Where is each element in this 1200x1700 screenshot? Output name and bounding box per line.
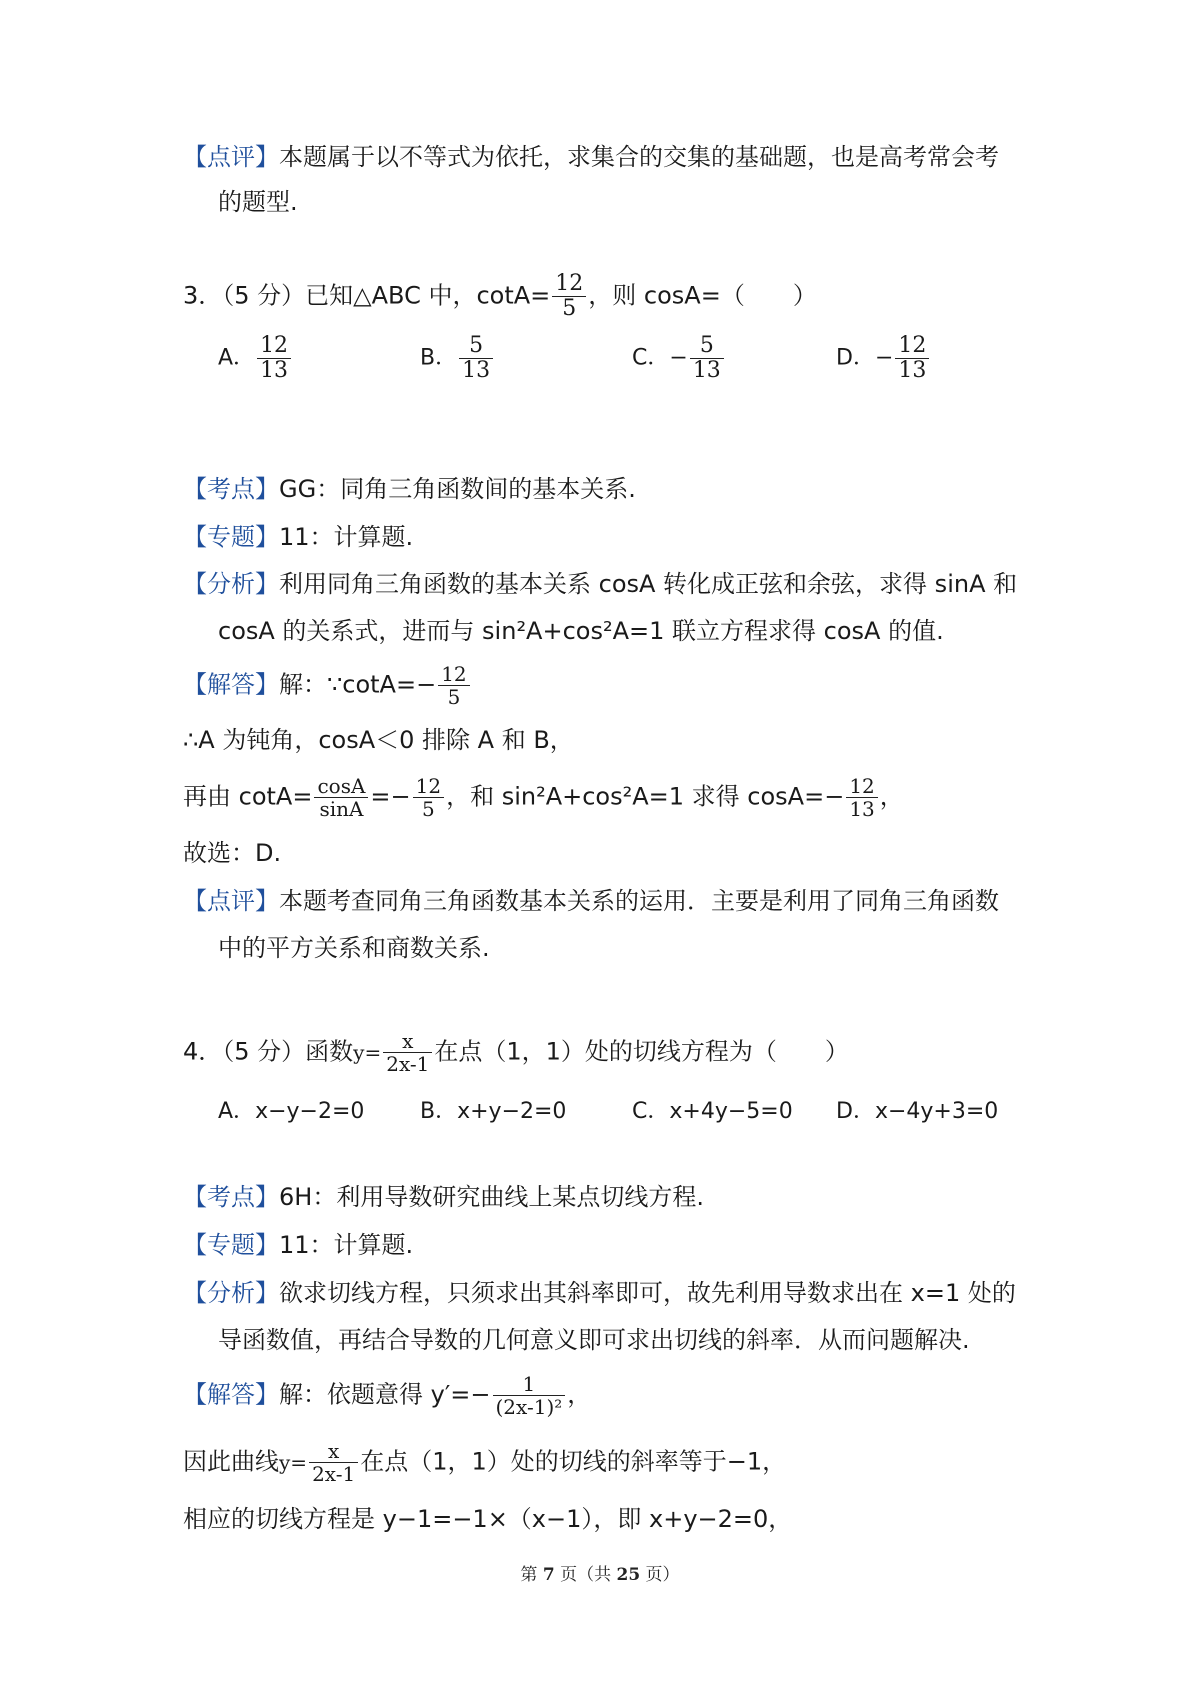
q4-jieda: 【解答】解：依题意得 y′=− $\frac{1}{\text{(2x-1)²}}$ ， [183,1372,592,1419]
q4-option-d[interactable]: D．x−4y+3=0 [836,1099,999,1124]
q3-fenxi-2: cosA 的关系式，进而与 sin²A+cos²A=1 联立方程求得 cosA 的值. [218,617,944,645]
q3-line-a: ∴A 为钝角，cosA＜0 排除 A 和 B， [183,726,574,754]
q3-option-c[interactable]: C．− $\frac{5}{13}$ [632,334,726,383]
q3-kaodian: 【考点】GG：同角三角函数间的基本关系. [183,475,636,503]
q3-dianping-1: 【点评】本题考查同角三角函数基本关系的运用．主要是利用了同角三角函数 [183,887,999,915]
page-total: 25 [616,1565,641,1585]
q3-option-a[interactable]: A． $\frac{12}{13}$ [218,334,293,383]
q4-line-a: 因此曲线y= $\frac{x}{2x-1}$ 在点（1，1）处的切线的斜率等于−1， [183,1439,787,1486]
q4-option-b[interactable]: B．x+y−2=0 [420,1099,567,1124]
q4-option-a[interactable]: A．x−y−2=0 [218,1099,365,1124]
review-tag: 【点评】 [183,143,279,171]
page-number: 7 [542,1565,555,1585]
review-text: 本题属于以不等式为依托，求集合的交集的基础题，也是高考常会考 [279,143,999,171]
q3-option-d[interactable]: D．− $\frac{12}{13}$ [836,334,931,383]
q3-option-b[interactable]: B． $\frac{5}{13}$ [420,334,495,383]
q3-stem: 3．（5 分）已知△ABC 中，cotA= $\frac{12}{5}$ ，则 cosA=（ ） [183,271,817,321]
review-line-2: 的题型. [218,188,298,216]
q3-line-c: 故选：D. [183,839,282,867]
q3-jieda: 【解答】解：∵cotA=− $\frac{12}{5}$ [183,663,472,708]
q4-line-b: 相应的切线方程是 y−1=−1×（x−1），即 x+y−2=0， [183,1505,793,1533]
q4-kaodian: 【考点】6H：利用导数研究曲线上某点切线方程. [183,1183,704,1211]
q4-fenxi-1: 【分析】欲求切线方程，只须求出其斜率即可，故先利用导数求出在 x=1 处的 [183,1279,1016,1307]
q3-stem-fraction: $\frac{12}{5}$ [552,272,586,321]
q3-line-b: 再由 cotA= $\frac{\cos A}{\sin A}$ =− $\frac{12}{5}$ ，和 sin²A+cos²A=1 求得 cosA=− $\frac{12}{13}$ ， [183,774,904,821]
q3-dianping-2: 中的平方关系和商数关系. [218,934,490,962]
q4-fenxi-2: 导函数值，再结合导数的几何意义即可求出切线的斜率．从而问题解决. [218,1326,970,1354]
q4-zhuanti: 【专题】11：计算题. [183,1231,414,1259]
q4-option-c[interactable]: C．x+4y−5=0 [632,1099,793,1124]
q3-zhuanti: 【专题】11：计算题. [183,523,414,551]
page-footer: 第 7 页（共 25 页） [520,1565,680,1585]
review-line-1 [183,140,999,174]
q4-stem: 4．（5 分）函数y= $\frac{x}{2x-1}$ 在点（1，1）处的切线方程为（ ） [183,1029,849,1076]
q3-fenxi-1: 【分析】利用同角三角函数的基本关系 cosA 转化成正弦和余弦，求得 sinA 和 [183,570,1018,598]
